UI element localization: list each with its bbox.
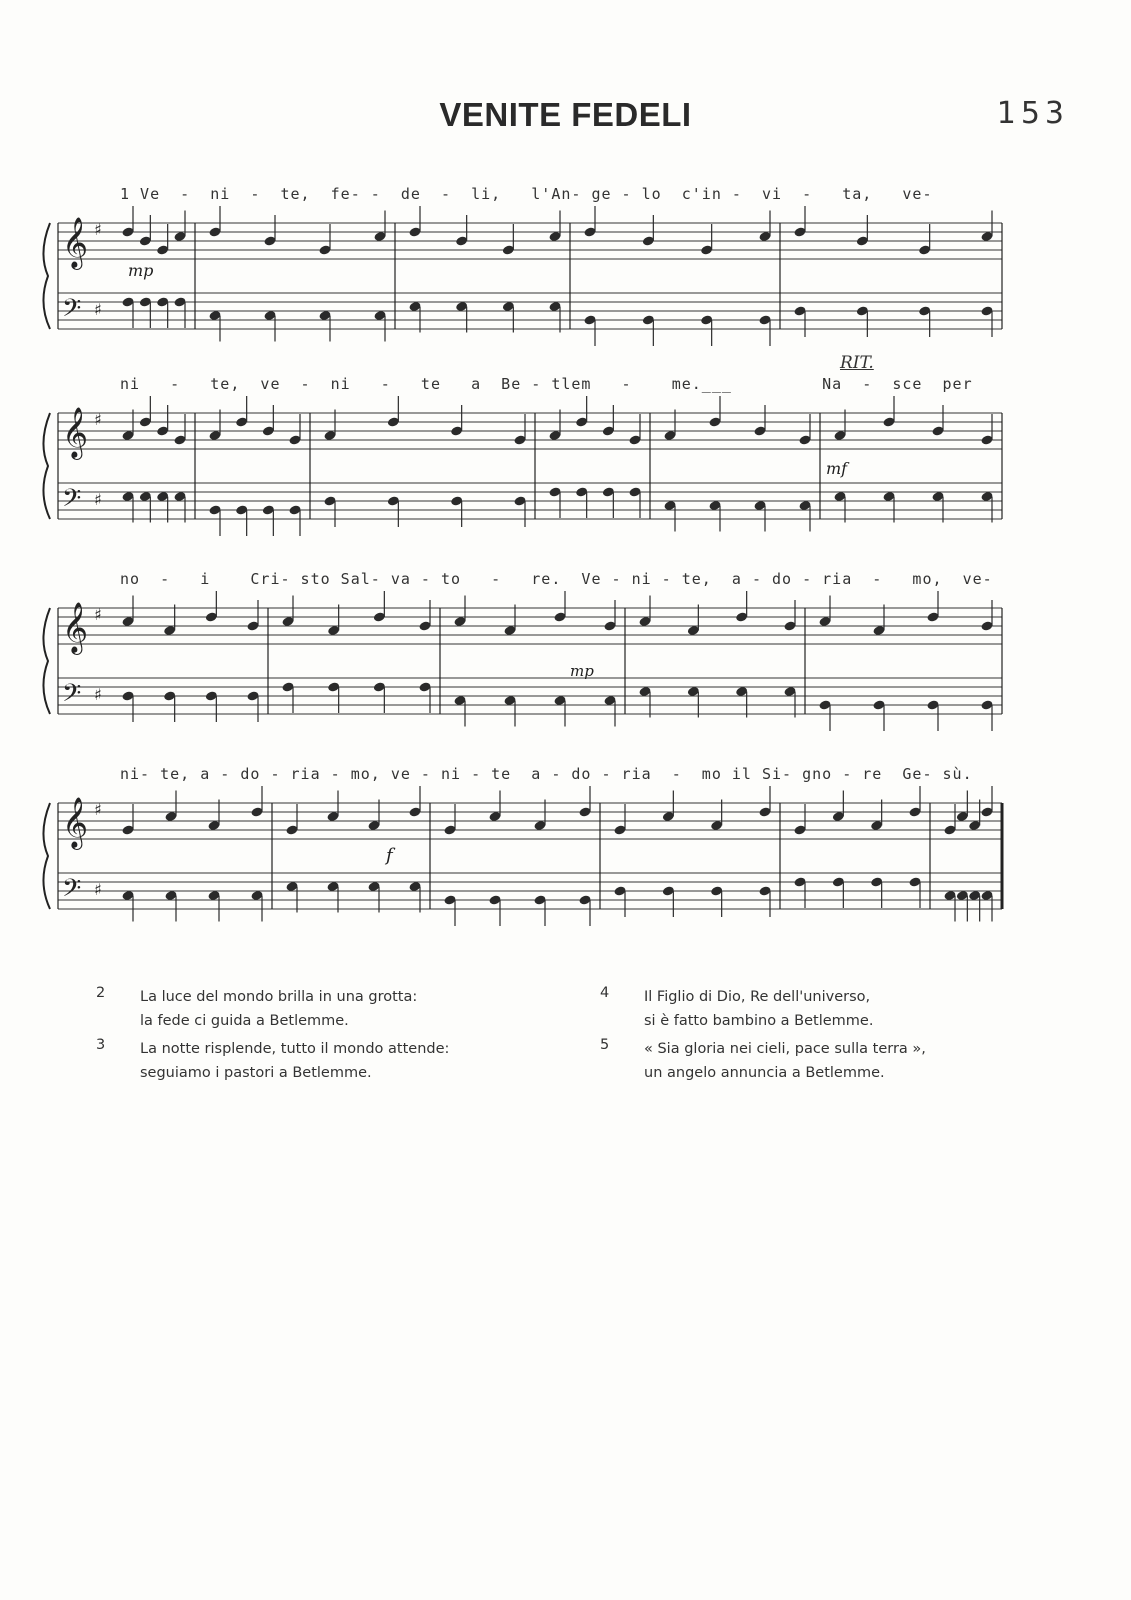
key-signature-sharp-icon: ♯ [94, 220, 102, 239]
verse-number: 3 [96, 1037, 106, 1053]
key-signature-sharp-icon: ♯ [94, 685, 102, 704]
verse-line: Il Figlio di Dio, Re dell'universo, [644, 989, 871, 1005]
key-signature-sharp-icon: ♯ [94, 410, 102, 429]
treble-clef-icon: 𝄞 [62, 217, 89, 268]
key-signature-sharp-icon: ♯ [94, 800, 102, 819]
bass-clef-icon: 𝄢 [62, 679, 82, 714]
treble-clef-icon: 𝄞 [62, 797, 89, 848]
dynamic-mark: mf [826, 459, 848, 478]
verse-number: 2 [96, 985, 106, 1001]
treble-clef-icon: 𝄞 [62, 602, 89, 653]
bass-clef-icon: 𝄢 [62, 294, 82, 329]
bass-clef-icon: 𝄢 [62, 484, 82, 519]
key-signature-sharp-icon: ♯ [94, 490, 102, 509]
key-signature-sharp-icon: ♯ [94, 880, 102, 899]
grand-staff-1 [0, 215, 1131, 355]
verse-line: si è fatto bambino a Betlemme. [644, 1013, 874, 1029]
verse-number: 4 [600, 985, 610, 1001]
grand-staff-4 [0, 795, 1131, 935]
page-number: 153 [996, 96, 1069, 131]
grand-staff-2 [0, 405, 1131, 545]
brace [43, 803, 50, 909]
lyrics-line-1: 1 Ve - ni - te, fe- - de - li, l'An- ge - lo c'in - vi - ta, ve- [120, 185, 933, 203]
lyrics-line-4: ni- te, a - do - ria - mo, ve - ni - te a - do - ria - mo il Si- gno - re Ge- sù. [120, 765, 973, 783]
key-signature-sharp-icon: ♯ [94, 605, 102, 624]
verse-line: « Sia gloria nei cieli, pace sulla terra », [644, 1041, 926, 1057]
verse-line: un angelo annuncia a Betlemme. [644, 1065, 885, 1081]
dynamic-mark: mp [128, 261, 154, 280]
brace [43, 413, 50, 519]
lyrics-line-3: no - i Cri- sto Sal- va - to - re. Ve - ni - te, a - do - ria - mo, ve- [120, 570, 993, 588]
verse-line: La notte risplende, tutto il mondo attende: [140, 1041, 450, 1057]
brace [43, 223, 50, 329]
verse-line: La luce del mondo brilla in una grotta: [140, 989, 418, 1005]
treble-clef-icon: 𝄞 [62, 407, 89, 458]
song-title: VENITE FEDELI [439, 96, 692, 133]
lyrics-line-2: ni - te, ve - ni - te a Be - tlem - me.___ Na - sce per [120, 375, 973, 393]
bass-clef-icon: 𝄢 [62, 874, 82, 909]
verse-line: seguiamo i pastori a Betlemme. [140, 1065, 372, 1081]
rit-marking: RIT. [840, 353, 874, 373]
verse-line: la fede ci guida a Betlemme. [140, 1013, 349, 1029]
dynamic-mark: f [386, 845, 393, 866]
brace [43, 608, 50, 714]
dynamic-mark: mp [570, 662, 594, 680]
grand-staff-3 [0, 600, 1131, 740]
key-signature-sharp-icon: ♯ [94, 300, 102, 319]
verse-number: 5 [600, 1037, 610, 1053]
